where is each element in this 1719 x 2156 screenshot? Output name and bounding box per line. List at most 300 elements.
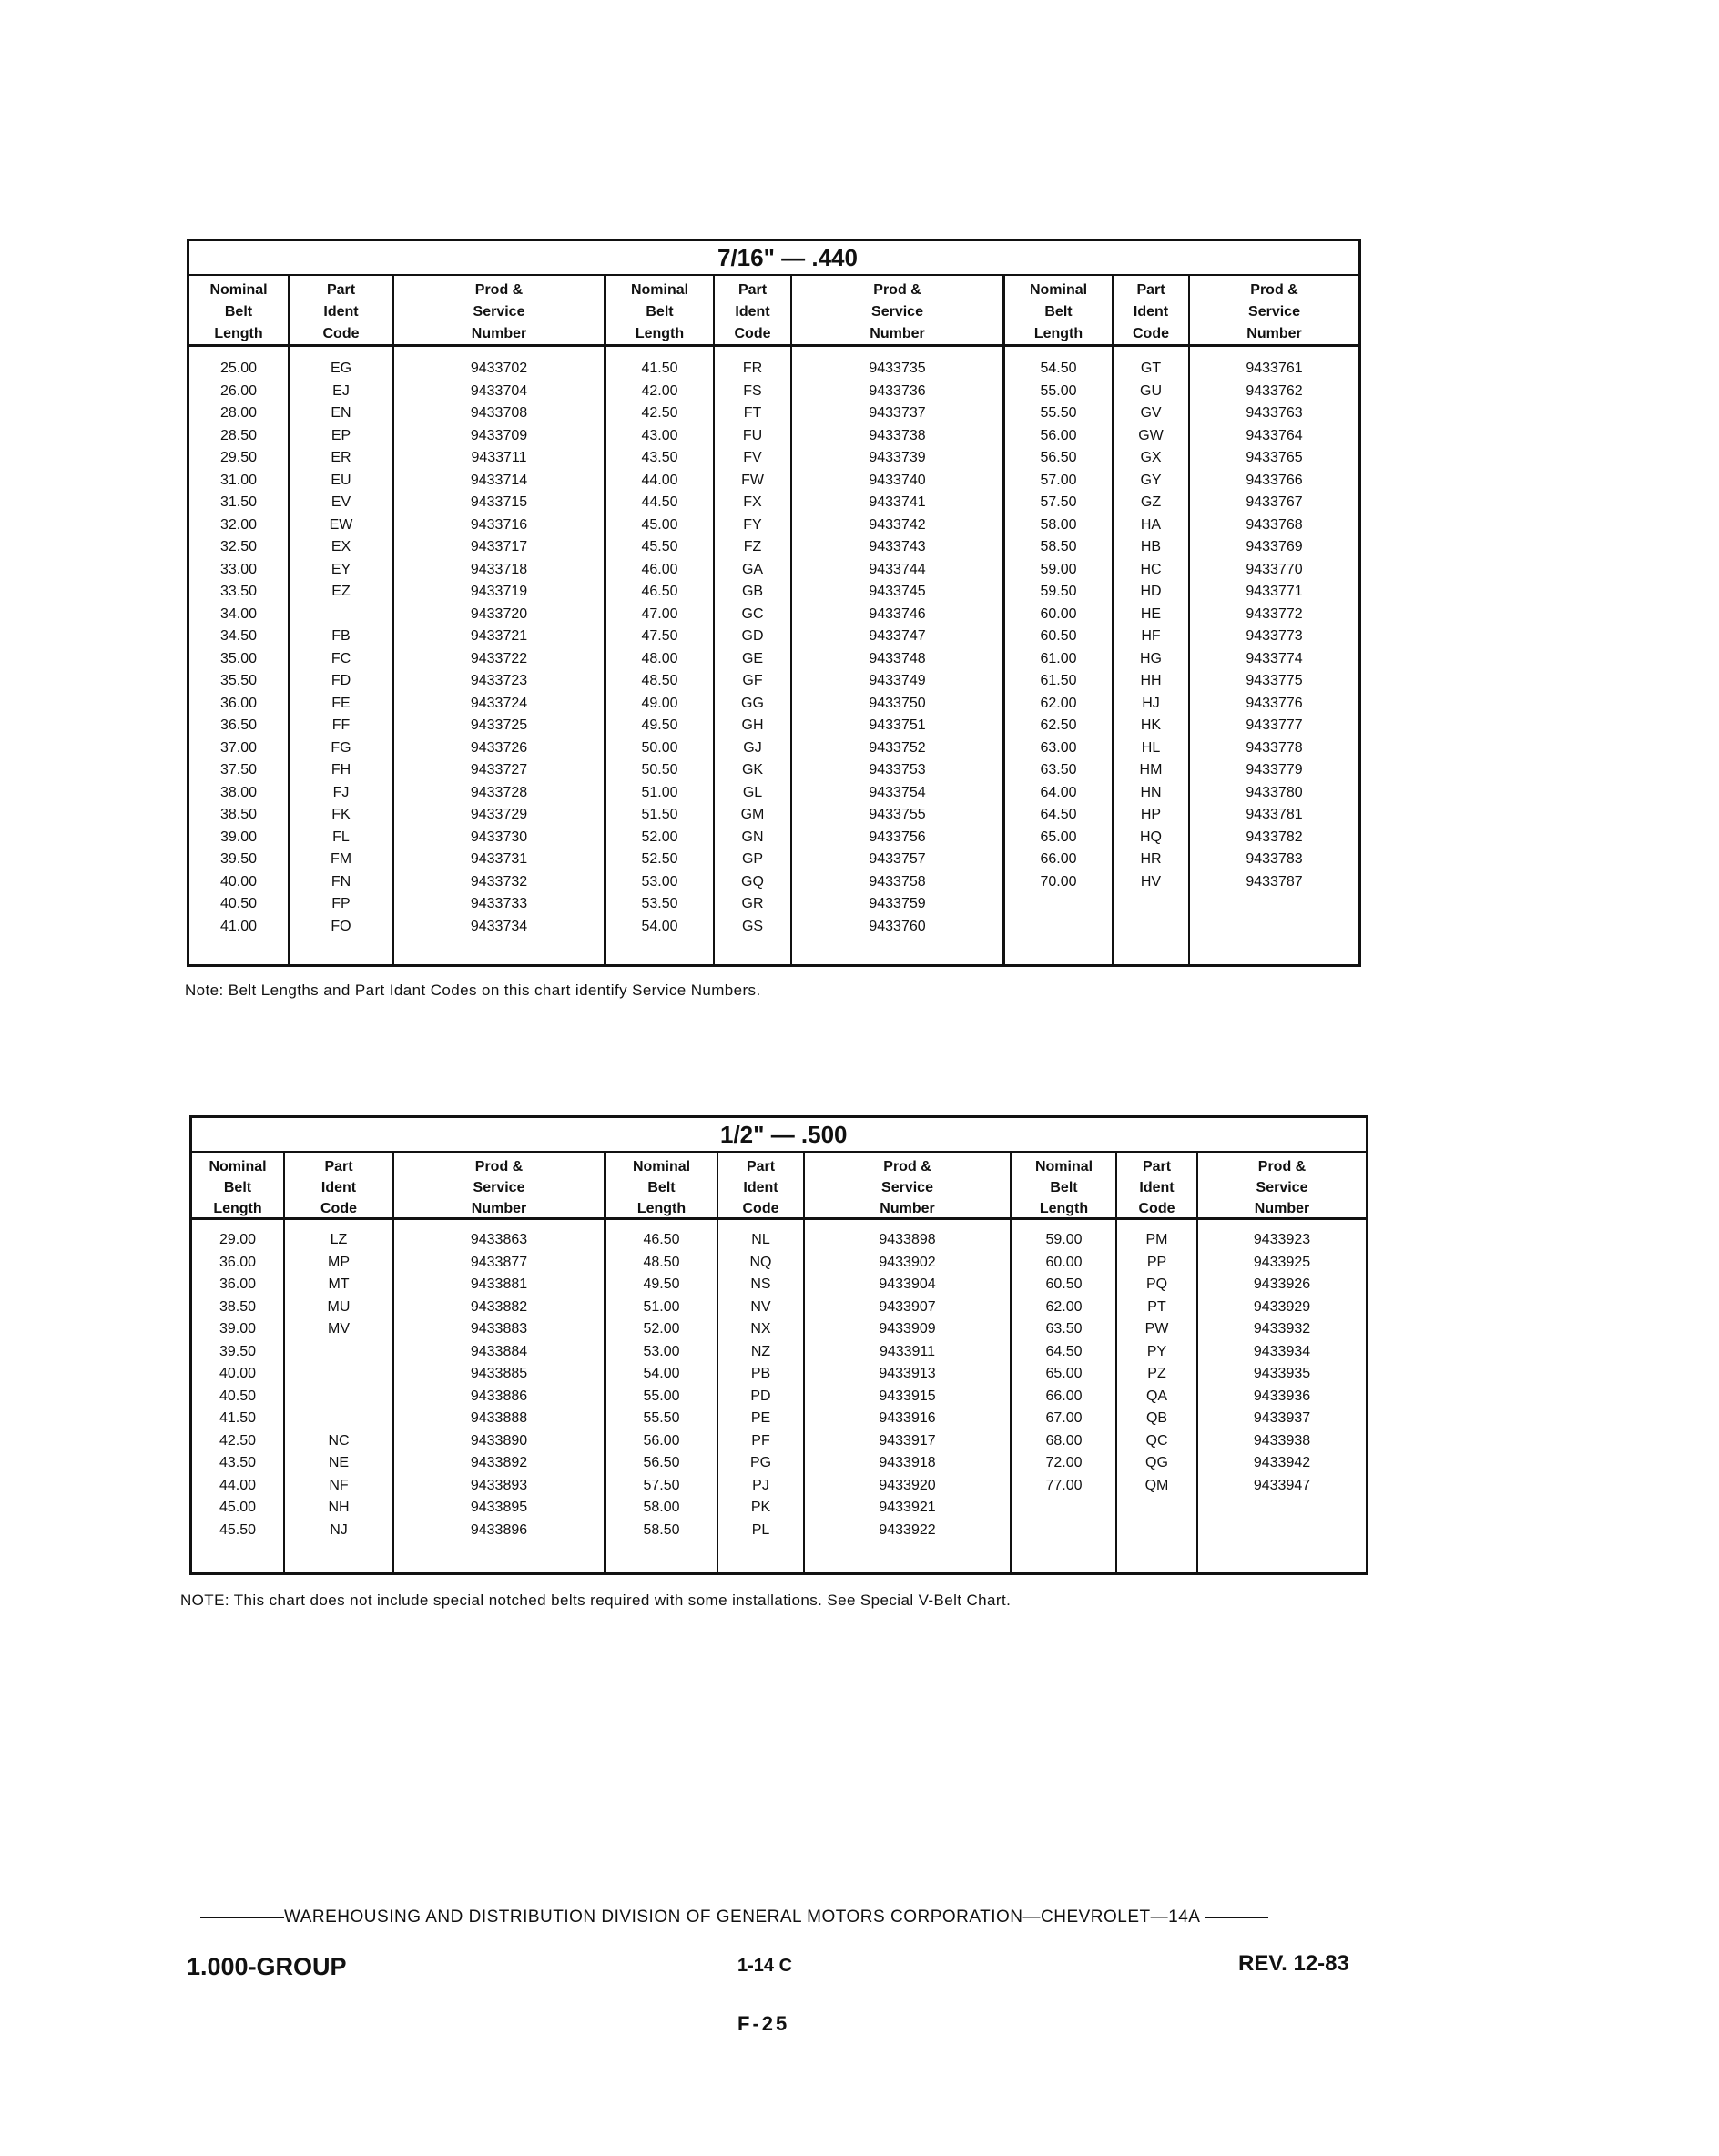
table-cell: PT (1147, 1298, 1166, 1315)
table-cell: 33.00 (219, 561, 258, 577)
column-header: Prod & Service Number (1190, 276, 1358, 347)
table-cell: GU (1140, 382, 1162, 399)
table-cell: PZ (1147, 1366, 1166, 1381)
table-cell: 9433917 (879, 1432, 936, 1449)
table-cell: 9433750 (869, 695, 926, 711)
table-cell: HN (1140, 784, 1162, 800)
table-cell: EY (331, 561, 351, 577)
table-cell: 59.50 (1040, 584, 1077, 599)
table-cell: GJ (743, 739, 762, 756)
table-cell: 46.50 (643, 1232, 680, 1247)
table-cell: FG (331, 739, 351, 756)
table-cell: 52.00 (641, 829, 678, 845)
table-cell: 9433902 (879, 1254, 936, 1270)
footer-revision: REV. 12-83 (1238, 1951, 1349, 1976)
table-cell: NC (328, 1432, 350, 1449)
table-cell: FL (332, 829, 350, 845)
table-cell: FW (741, 472, 764, 488)
table-cell: 61.00 (1040, 650, 1077, 666)
table-cell: GY (1140, 472, 1162, 488)
table-cell: 9433758 (869, 873, 926, 890)
table-cell: FH (331, 762, 351, 778)
table-cell: 9433709 (470, 427, 528, 443)
table-cell: 9433736 (869, 382, 926, 399)
table-cell: HB (1140, 539, 1162, 554)
table-cell: 9433881 (470, 1276, 528, 1292)
table-cell: 9433765 (1246, 450, 1303, 465)
table-cell: 35.50 (219, 673, 258, 688)
col-code-1 (288, 276, 392, 964)
table-cell: FT (743, 405, 762, 421)
table-cell: 9433733 (470, 896, 528, 911)
table-cell: 42.50 (641, 405, 678, 421)
table-cell: 51.50 (641, 807, 678, 822)
table-cell: FF (331, 717, 351, 733)
table-cell: 29.50 (219, 450, 258, 465)
table-cell: GV (1140, 405, 1162, 421)
table-cell: NZ (750, 1343, 771, 1359)
table-cell: 9433759 (869, 896, 926, 911)
footer-division-line (200, 1907, 1268, 1927)
table-cell: 39.00 (219, 1321, 257, 1337)
table-cell: 9433929 (1253, 1298, 1311, 1315)
table-cell: EP (331, 427, 351, 443)
table-cell: 9433714 (470, 472, 528, 488)
table-cell: 34.50 (219, 628, 258, 644)
table-cell: FK (331, 807, 351, 822)
table-cell: MU (327, 1298, 351, 1315)
table-cell: HC (1140, 561, 1162, 577)
table-cell: 33.50 (219, 584, 258, 599)
table-cell: 9433932 (1253, 1321, 1311, 1337)
table-cell: 45.00 (641, 516, 678, 533)
table-cell: 62.50 (1040, 717, 1077, 733)
table-cell: 35.00 (219, 650, 258, 666)
table-cell: 39.50 (219, 851, 258, 867)
table-cell: 9433780 (1246, 784, 1303, 800)
table-cell: FX (743, 494, 762, 510)
table-cell: FZ (743, 539, 762, 554)
table-cell: 9433740 (869, 472, 926, 488)
table-cell: 9433728 (470, 784, 528, 800)
table-cell: HP (1140, 807, 1162, 822)
table-cell: 72.00 (1045, 1455, 1083, 1470)
table-cell: 29.00 (219, 1232, 257, 1247)
table-cell: FP (331, 896, 351, 911)
table-cell: 36.00 (219, 1254, 257, 1270)
table-cell: 9433764 (1246, 427, 1303, 443)
table-cell: 9433915 (879, 1388, 936, 1404)
table-cell: PY (1146, 1343, 1167, 1359)
table-cell: GC (741, 605, 764, 622)
table-cell: 45.00 (219, 1500, 257, 1515)
col-number-2 (803, 1153, 1010, 1572)
table-cell: QC (1145, 1432, 1168, 1449)
column-header: Prod & Service Number (792, 276, 1002, 347)
table-cell: 58.50 (1040, 539, 1077, 554)
table-cell: 44.00 (641, 472, 678, 488)
table-cell: 9433942 (1253, 1455, 1311, 1470)
table-cell: GA (741, 561, 764, 577)
table-cell: NL (751, 1232, 770, 1247)
table-cell: HH (1140, 673, 1162, 688)
table-cell: HK (1140, 717, 1162, 733)
table-cell: FU (742, 427, 763, 443)
table-cell: 9433744 (869, 561, 926, 577)
table-cell: 38.50 (219, 1298, 257, 1315)
table-cell: 59.00 (1040, 561, 1077, 577)
table-cell: 9433877 (470, 1254, 528, 1270)
table-cell: QB (1145, 1410, 1168, 1426)
table-cell: QA (1145, 1388, 1168, 1404)
table-cell: 9433752 (869, 739, 926, 756)
table-cell: PK (750, 1500, 771, 1515)
table-cell: 9433926 (1253, 1276, 1311, 1292)
table-cell: 60.00 (1040, 605, 1077, 622)
table-cell: FN (331, 873, 351, 890)
table-cell: 9433751 (869, 717, 926, 733)
table-cell: 44.50 (641, 494, 678, 510)
table-cell: 9433888 (470, 1410, 528, 1426)
table-cell: 53.00 (643, 1343, 680, 1359)
col-length-1 (192, 1153, 283, 1572)
table-cell: 38.00 (219, 784, 258, 800)
table-cell: FD (331, 673, 351, 688)
table-cell: GE (741, 650, 764, 666)
table-cell: 9433715 (470, 494, 528, 510)
table-cell: PP (1146, 1254, 1167, 1270)
table-cell: 9433749 (869, 673, 926, 688)
table-cell: EW (329, 516, 353, 533)
table-cell: GF (742, 673, 763, 688)
table-cell: 9433742 (869, 516, 926, 533)
table-cell: GG (741, 695, 764, 711)
table-cell: MV (328, 1321, 350, 1337)
column-header: Prod & Service Number (394, 276, 604, 347)
table-cell: 49.50 (643, 1276, 680, 1292)
table-cell: GD (741, 628, 764, 644)
table-cell: 25.00 (219, 361, 258, 376)
table-cell: ER (331, 450, 351, 465)
column-header: Nominal Belt Length (606, 276, 713, 347)
table-cell: 66.00 (1045, 1388, 1083, 1404)
table-cell: 9433770 (1246, 561, 1303, 577)
table-cell: 62.00 (1040, 695, 1077, 711)
table-cell: 9433739 (869, 450, 926, 465)
table-cell: GP (741, 851, 764, 867)
table-cell: PL (751, 1521, 770, 1538)
table-cell: 31.00 (219, 472, 258, 488)
col-number-3 (1196, 1153, 1366, 1572)
table-cell: 61.50 (1040, 673, 1077, 688)
table-cell: 9433947 (1253, 1477, 1311, 1493)
column-header: Nominal Belt Length (192, 1153, 283, 1220)
column-header: Part Ident Code (285, 1153, 392, 1220)
table-cell: 52.00 (643, 1321, 680, 1337)
table-cell: 45.50 (219, 1521, 257, 1538)
column-header: Prod & Service Number (805, 1153, 1010, 1220)
table-cell: MP (328, 1254, 350, 1270)
table-cell: 9433722 (470, 650, 528, 666)
column-header: Part Ident Code (290, 276, 392, 347)
table-cell: HE (1140, 605, 1162, 622)
table-cell: 9433747 (869, 628, 926, 644)
table-cell: 67.00 (1045, 1410, 1083, 1426)
table-cell: NX (750, 1321, 771, 1337)
table-cell: 9433729 (470, 807, 528, 822)
table-cell: 9433781 (1246, 807, 1303, 822)
table-cell: 64.50 (1045, 1343, 1083, 1359)
table-cell: 50.50 (641, 762, 678, 778)
table-cell: FO (331, 918, 351, 934)
table-cell: 9433898 (879, 1232, 936, 1247)
table-cell: 9433724 (470, 695, 528, 711)
table-cell: 41.00 (219, 918, 258, 934)
table-cell: 38.50 (219, 807, 258, 822)
table-cell: HQ (1140, 829, 1162, 845)
column-header: Nominal Belt Length (1012, 1153, 1115, 1220)
table-cell: GQ (741, 873, 764, 890)
table-cell: 9433730 (470, 829, 528, 845)
table-cell: 9433754 (869, 784, 926, 800)
table-cell: 9433732 (470, 873, 528, 890)
table-cell: 9433762 (1246, 382, 1303, 399)
table-columns (192, 1153, 1366, 1572)
table-cell: 9433775 (1246, 673, 1303, 688)
table-cell: HJ (1142, 695, 1160, 711)
table-cell: 9433892 (470, 1455, 528, 1470)
table-cell: 65.00 (1045, 1366, 1083, 1381)
table-cell: 9433778 (1246, 739, 1303, 756)
column-header: Part Ident Code (715, 276, 790, 347)
table-cell: QM (1144, 1477, 1169, 1493)
table-cell: 9433921 (879, 1500, 936, 1515)
table-cell: 55.50 (1040, 405, 1077, 421)
table-cell: 51.00 (643, 1298, 680, 1315)
table-cell: 41.50 (641, 361, 678, 376)
table-cell: NS (750, 1276, 771, 1292)
table-cell: PW (1144, 1321, 1169, 1337)
table-cell: 9433895 (470, 1500, 528, 1515)
table-cell: 40.00 (219, 1366, 257, 1381)
footer-group: 1.000-GROUP (187, 1953, 347, 1980)
table-cell: 9433882 (470, 1298, 528, 1315)
table-cell: 55.00 (1040, 382, 1077, 399)
table-cell: EU (331, 472, 351, 488)
table-cell: GM (740, 807, 765, 822)
table-cell: GX (1140, 450, 1162, 465)
table-cell: FB (331, 628, 351, 644)
table-cell: EG (330, 361, 352, 376)
table-cell: 62.00 (1045, 1298, 1083, 1315)
table-cell: 9433776 (1246, 695, 1303, 711)
table-cell: FJ (332, 784, 350, 800)
table-cell: MT (328, 1276, 350, 1292)
column-header: Part Ident Code (1114, 276, 1188, 347)
table-cell: 9433745 (869, 584, 926, 599)
table-cell: GT (1140, 361, 1162, 376)
table-cell: 9433726 (470, 739, 528, 756)
table-cell: 9433925 (1253, 1254, 1311, 1270)
table-cell: GS (741, 918, 764, 934)
table-cell: 9433737 (869, 405, 926, 421)
table-cell: 9433936 (1253, 1388, 1311, 1404)
table-cell: 9433938 (1253, 1432, 1311, 1449)
table-cell: 47.50 (641, 628, 678, 644)
table-cell: 9433766 (1246, 472, 1303, 488)
table-title: 1/2" — .500 (192, 1118, 1366, 1153)
table-cell: 54.50 (1040, 361, 1077, 376)
table-cell: 59.00 (1045, 1232, 1083, 1247)
table-cell: 28.00 (219, 405, 258, 421)
table-cell (290, 604, 392, 626)
table-cell: PE (750, 1410, 771, 1426)
table-cell: 68.00 (1045, 1432, 1083, 1449)
table-cell: 9433727 (470, 762, 528, 778)
col-number-3 (1188, 276, 1358, 964)
table-cell: 51.00 (641, 784, 678, 800)
table-cell (285, 1408, 392, 1430)
table-cell: FC (331, 650, 351, 666)
table-cell: 9433782 (1246, 829, 1303, 845)
table-cell: 64.00 (1040, 784, 1077, 800)
table-cell: 43.50 (219, 1455, 257, 1470)
table-cell: 9433734 (470, 918, 528, 934)
table-cell: 56.50 (643, 1455, 680, 1470)
table-cell: 9433916 (879, 1410, 936, 1426)
table-cell: GW (1138, 427, 1164, 443)
table-cell: 57.50 (643, 1477, 680, 1493)
table-cell: 37.50 (219, 762, 258, 778)
table-cell: GL (742, 784, 763, 800)
table-cell (285, 1363, 392, 1386)
table-cell: 32.00 (219, 516, 258, 533)
table-cell: HV (1140, 873, 1162, 890)
table-columns (189, 276, 1358, 964)
table-cell: 9433731 (470, 851, 528, 867)
table-cell: 9433716 (470, 516, 528, 533)
table-cell: 56.00 (643, 1432, 680, 1449)
table-cell: 9433761 (1246, 361, 1303, 376)
table-cell: 9433937 (1253, 1410, 1311, 1426)
table-cell: 58.50 (643, 1521, 680, 1538)
table-cell: 60.50 (1040, 628, 1077, 644)
table-cell: 9433918 (879, 1455, 936, 1470)
table-cell: PJ (752, 1477, 769, 1493)
table-cell: EN (331, 405, 351, 421)
table-cell: 53.00 (641, 873, 678, 890)
table-cell: 42.00 (641, 382, 678, 399)
table-cell: FM (330, 851, 352, 867)
table-cell: FE (331, 695, 351, 711)
col-number-1 (392, 1153, 604, 1572)
table-cell: 28.50 (219, 427, 258, 443)
chart-note: NOTE: This chart does not include special notched belts required with some installations. See Special V-Belt Chart. (180, 1592, 1012, 1609)
column-header: Nominal Belt Length (1005, 276, 1112, 347)
table-cell: LZ (330, 1232, 348, 1247)
table-cell: 9433920 (879, 1477, 936, 1493)
table-cell: 57.50 (1040, 494, 1077, 510)
table-cell: HA (1140, 516, 1162, 533)
table-cell: 9433702 (470, 361, 528, 376)
table-cell: 48.00 (641, 650, 678, 666)
table-cell: 65.00 (1040, 829, 1077, 845)
table-cell: 9433777 (1246, 717, 1303, 733)
table-cell: PD (750, 1388, 771, 1404)
table-cell: NQ (749, 1254, 772, 1270)
belt-table-1-2 (189, 1115, 1368, 1575)
table-cell: 9433923 (1253, 1232, 1311, 1247)
table-cell: PM (1145, 1232, 1168, 1247)
table-cell: 64.50 (1040, 807, 1077, 822)
table-cell (285, 1386, 392, 1409)
table-cell: 9433893 (470, 1477, 528, 1493)
table-cell (285, 1341, 392, 1364)
table-cell: 39.50 (219, 1343, 257, 1359)
table-cell: 49.00 (641, 695, 678, 711)
table-cell: 9433783 (1246, 851, 1303, 867)
table-cell: 48.50 (643, 1254, 680, 1270)
table-cell: 9433721 (470, 628, 528, 644)
table-cell: 9433934 (1253, 1343, 1311, 1359)
table-cell: FY (743, 516, 762, 533)
table-cell: 43.00 (641, 427, 678, 443)
table-cell: 43.50 (641, 450, 678, 465)
table-cell: 9433725 (470, 717, 528, 733)
table-cell: 63.50 (1040, 762, 1077, 778)
table-cell: 56.00 (1040, 427, 1077, 443)
table-cell: 9433774 (1246, 650, 1303, 666)
table-cell: 9433890 (470, 1432, 528, 1449)
table-cell: 66.00 (1040, 851, 1077, 867)
table-cell: 9433884 (470, 1343, 528, 1359)
table-cell: 9433718 (470, 561, 528, 577)
table-cell: 57.00 (1040, 472, 1077, 488)
table-cell: 9433757 (869, 851, 926, 867)
table-cell: 9433885 (470, 1366, 528, 1381)
table-note: Note: Belt Lengths and Part Idant Codes on this chart identify Service Numbers. (185, 981, 761, 999)
table-cell: HG (1140, 650, 1162, 666)
table-title: 7/16" — .440 (189, 241, 1358, 276)
table-cell: 9433896 (470, 1521, 528, 1538)
col-code-1 (283, 1153, 392, 1572)
table-cell: HL (1141, 739, 1161, 756)
table-cell: 9433738 (869, 427, 926, 443)
table-cell: 53.50 (641, 896, 678, 911)
table-cell: NV (750, 1298, 771, 1315)
column-header: Prod & Service Number (1198, 1153, 1366, 1220)
table-cell: GR (741, 896, 764, 911)
table-cell: 36.50 (219, 717, 258, 733)
table-cell: 44.00 (219, 1477, 257, 1493)
table-cell: 9433753 (869, 762, 926, 778)
table-cell: 45.50 (641, 539, 678, 554)
table-cell: 46.00 (641, 561, 678, 577)
table-cell: HF (1141, 628, 1161, 644)
col-length-2 (604, 276, 713, 964)
table-cell: PF (751, 1432, 770, 1449)
table-cell: GZ (1140, 494, 1162, 510)
table-cell: 77.00 (1045, 1477, 1083, 1493)
table-cell: 9433935 (1253, 1366, 1311, 1381)
table-cell: HR (1140, 851, 1162, 867)
table-cell: 31.50 (219, 494, 258, 510)
table-cell: 40.50 (219, 896, 258, 911)
table-cell: QG (1145, 1455, 1168, 1470)
footer-page-ref: 1-14 C (737, 1956, 793, 1976)
table-cell: 58.00 (1040, 516, 1077, 533)
column-header: Part Ident Code (1117, 1153, 1196, 1220)
